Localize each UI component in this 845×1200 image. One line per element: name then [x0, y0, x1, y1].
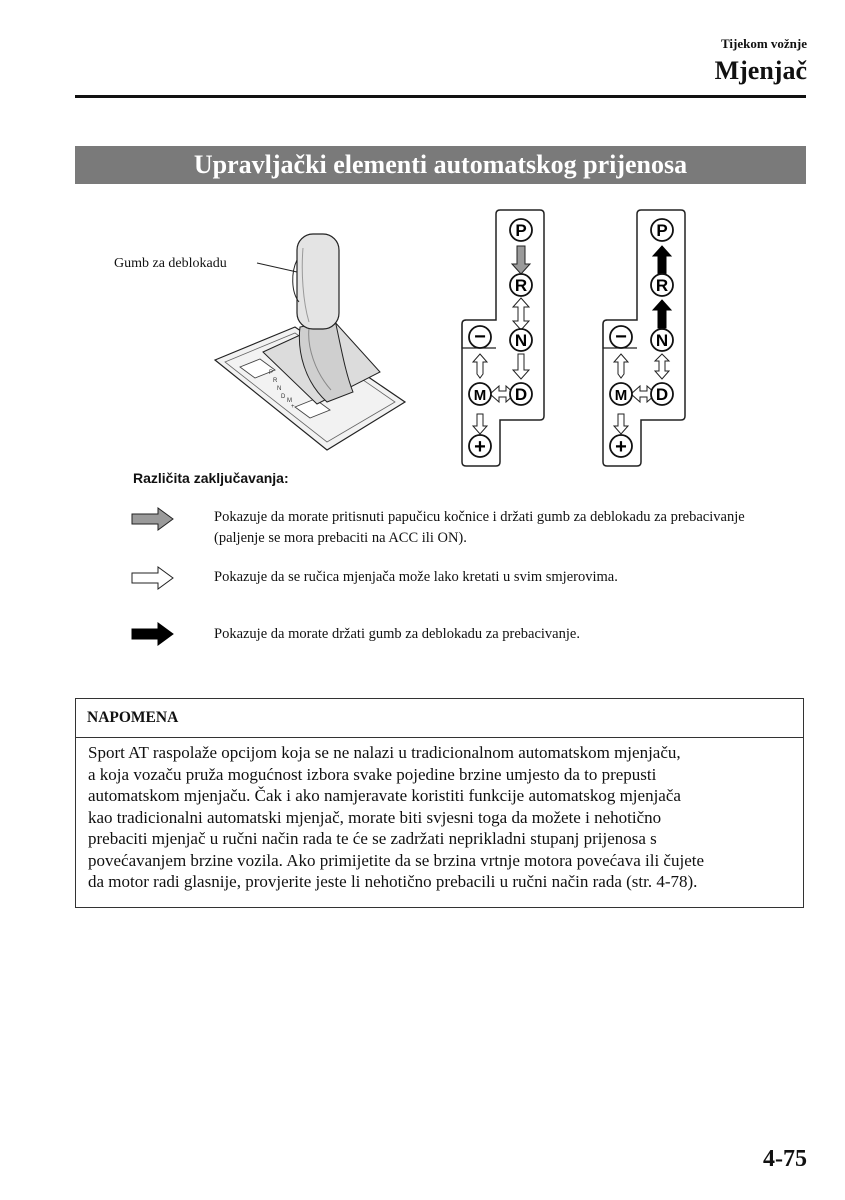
gear-n: N — [514, 331, 528, 350]
gear-minus: − — [474, 326, 486, 348]
note-line: povećavanjem brzine vozila. Ako primijetite da se brzina vrtnje motora povećava ili čujete — [88, 850, 705, 870]
release-button-label: Gumb za deblokadu — [114, 256, 227, 271]
gear-r: R — [514, 276, 528, 295]
note-title: NAPOMENA — [76, 699, 803, 738]
chapter-title: Mjenjač — [714, 56, 807, 85]
gear-p: P — [515, 221, 527, 240]
gear-m: M — [614, 387, 628, 404]
shift-gate-diagram-left — [456, 208, 556, 468]
gear-plus: + — [474, 436, 486, 458]
gear-plus: + — [615, 436, 627, 458]
gear-d: D — [514, 385, 528, 404]
note-line: prebaciti mjenjač u ručni način rada te će se zadržati neprikladni stupanj prijenosa s — [88, 829, 657, 848]
note-body — [76, 738, 803, 893]
note-line: automatskom mjenjaču. Čak i ako namjeravate koristiti funkcije automatskog mjenjača — [88, 786, 681, 805]
legend-text-gray: Pokazuje da morate pritisnuti papučicu kočnice i držati gumb za deblokadu za prebacivanje (paljenje se mora prebaciti na ACC ili ON). — [214, 509, 745, 546]
svg-text:R: R — [273, 378, 278, 384]
gear-n: N — [655, 331, 669, 350]
note-line: a koja vozaču pruža mogućnost izbora svake pojedine brzine umjesto da to prepusti — [88, 764, 657, 784]
note-line: da motor radi glasnije, provjerite jeste li nehotično prebacili u ručni način rada (str. 4-78). — [88, 872, 698, 891]
gear-m: M — [473, 387, 487, 404]
note-line: kao tradicionalni automatski mjenjač, morate biti svjesni toga da možete i nehotično — [88, 807, 662, 827]
svg-text:P: P — [269, 370, 274, 376]
note-box — [75, 698, 804, 908]
svg-text:D: D — [281, 394, 286, 400]
page-title: Upravljački elementi automatskog prijenosa — [75, 146, 806, 184]
gray-arrow-icon — [130, 506, 176, 532]
note-line: Sport AT raspolaže opcijom koja se ne nalazi u tradicionalnom automatskom mjenjaču, — [88, 743, 681, 762]
gear-d: D — [655, 385, 669, 404]
shift-gate-diagram-right — [597, 208, 697, 468]
gear-minus: − — [615, 326, 627, 348]
section-title: Tijekom vožnje — [720, 36, 807, 51]
black-arrow-icon — [130, 621, 176, 647]
svg-text:+: + — [291, 404, 295, 410]
gear-p: P — [656, 221, 668, 240]
page-number: 4-75 — [763, 1146, 807, 1172]
header-divider — [75, 95, 806, 98]
shift-lever-illustration — [205, 232, 415, 462]
white-arrow-icon — [130, 565, 176, 591]
legend-text-black: Pokazuje da morate držati gumb za deblokadu za prebacivanje. — [214, 626, 580, 642]
svg-text:M: M — [287, 398, 292, 404]
legend-text-white: Pokazuje da se ručica mjenjača može lako kretati u svim smjerovima. — [214, 569, 618, 585]
svg-text:N: N — [277, 386, 282, 392]
gear-r: R — [655, 276, 669, 295]
locks-heading: Različita zaključavanja: — [133, 470, 289, 486]
